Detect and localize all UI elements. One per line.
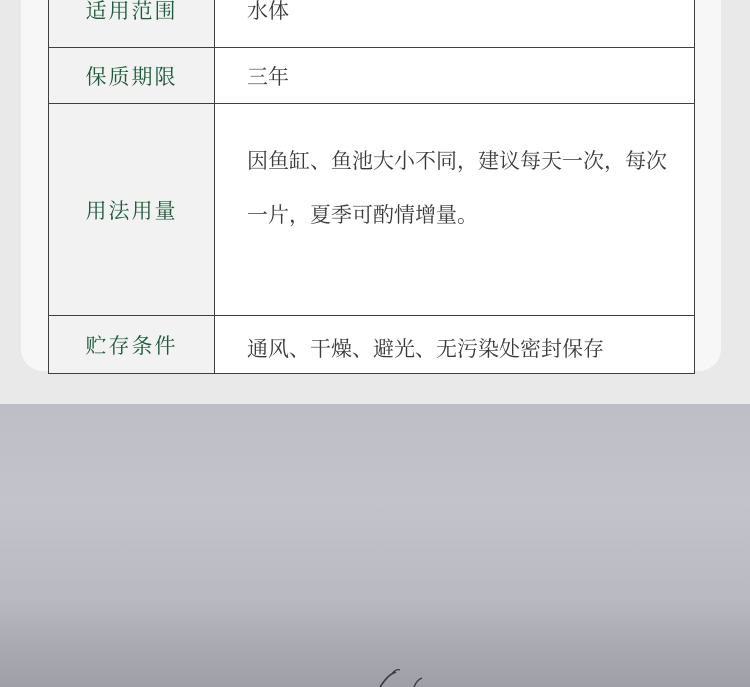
spec-label-text: 贮存条件 <box>85 333 178 358</box>
spec-value <box>215 0 695 48</box>
spec-value <box>215 104 695 316</box>
spec-label <box>49 48 215 104</box>
spec-table <box>48 0 695 374</box>
spec-value-text: 因鱼缸、鱼池大小不同，建议每天一次，每次一片，夏季可酌情增量。 <box>247 149 667 227</box>
spec-label <box>49 0 215 48</box>
spec-row-storage <box>49 316 695 374</box>
spec-row-scope <box>49 0 695 48</box>
spec-value-text: 水体 <box>247 0 289 23</box>
spec-label-text: 适用范围 <box>85 0 178 23</box>
spec-value-text: 通风、干燥、避光、无污染处密封保存 <box>247 336 604 361</box>
spec-label-text: 用法用量 <box>85 198 178 223</box>
spec-label <box>49 104 215 316</box>
spec-label-text: 保质期限 <box>85 64 178 89</box>
spec-value <box>215 316 695 374</box>
spec-row-shelf-life <box>49 48 695 104</box>
product-photo <box>0 404 750 687</box>
twig-icon <box>370 664 430 687</box>
spec-label <box>49 316 215 374</box>
spec-row-usage <box>49 104 695 316</box>
spec-value <box>215 48 695 104</box>
spec-value-text: 三年 <box>247 64 289 89</box>
